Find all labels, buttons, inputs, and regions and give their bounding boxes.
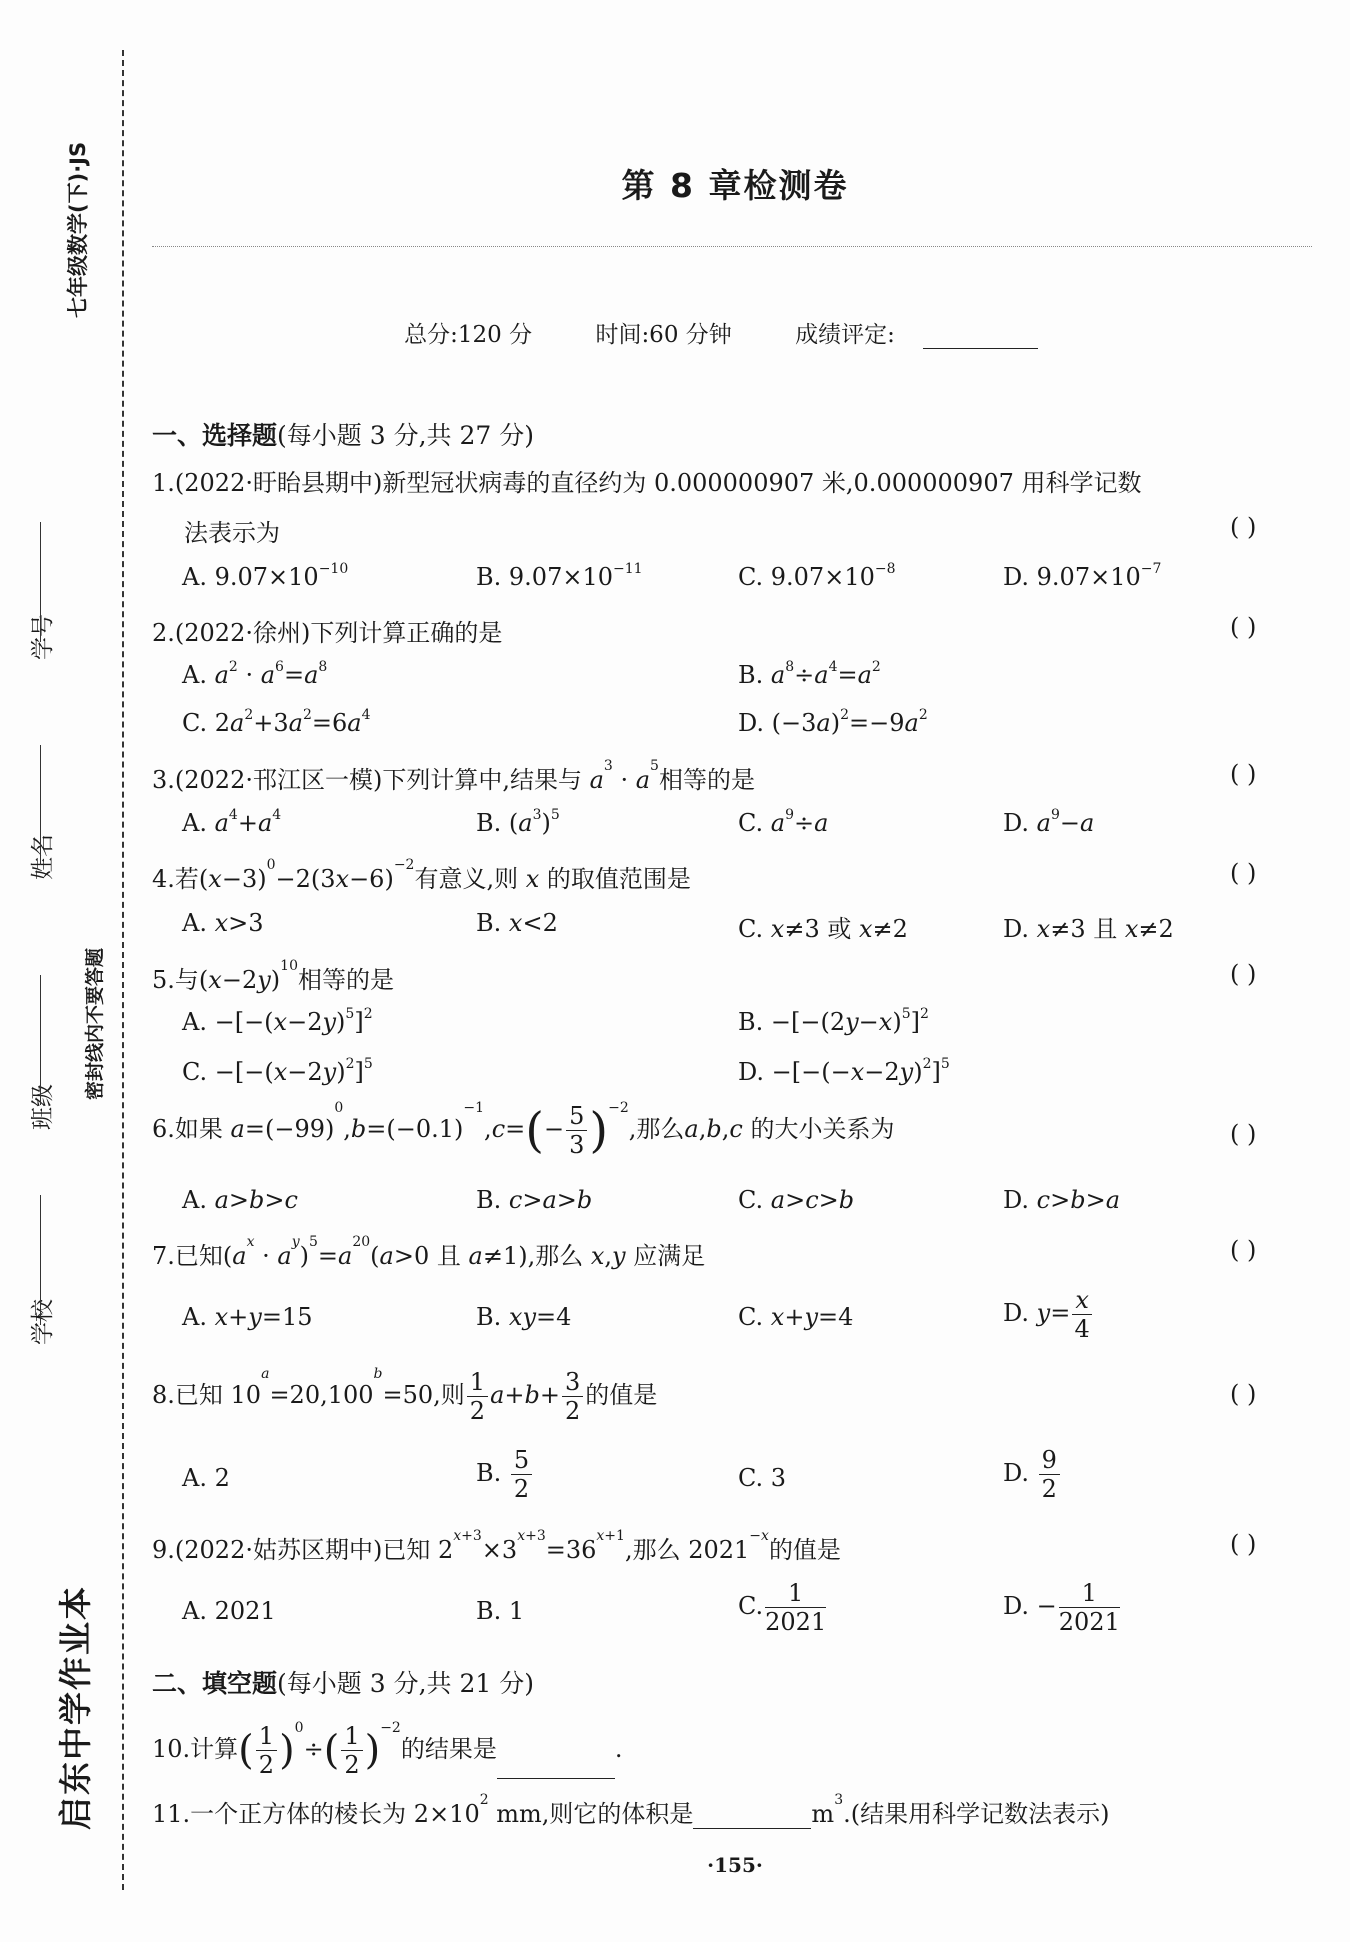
question-7-stem: 7.已知$(a^x \cdot a^y)^5=a^{20}(a>0$ 且 a≠1),那么 x,y 应满足 [152,1234,706,1270]
q3-option-d[interactable]: D. $a^9-a$ [1003,807,1095,837]
q1-option-c[interactable]: C. $9.07\times 10^{-8}$ [738,561,896,591]
q7-option-c[interactable]: C. x+y=4 [738,1303,854,1331]
question-1-stem-2: 法表示为 [184,519,280,547]
seal-notice: 密封线内不要答题 [84,947,106,1100]
question-4-stem: 4.若$(x-3)^0-2(3x-6)^{-2}$有意义,则 x 的取值范围是 [152,857,691,893]
q7-option-b[interactable]: B. xy=4 [476,1303,572,1331]
q3-option-a[interactable]: A. $a^4+a^4$ [182,807,282,837]
q6-option-c[interactable]: C. a>c>b [738,1186,855,1214]
answer-paren-8[interactable]: ( ) [1230,1380,1257,1408]
question-9-stem: 9.(2022·姑苏区期中)已知 $2^{x+3}\times 3^{x+3}=36^{x+1}$,那么 $2021^{-x}$的值是 [152,1528,841,1564]
class-field[interactable] [40,975,41,1105]
q6-option-d[interactable]: D. c>b>a [1003,1186,1121,1214]
q1-option-d[interactable]: D. $9.07\times 10^{-7}$ [1003,561,1162,591]
page-number: ·155· [707,1853,763,1877]
q4-option-c[interactable]: C. x≠3 或 x≠2 [738,915,908,943]
q6-option-b[interactable]: B. c>a>b [476,1186,593,1214]
grade-label: 成绩评定: [795,322,895,348]
book-label: 七年级数学(下)·JS [66,141,90,318]
q9-option-d[interactable]: D. − $\frac{1}{2021}$ [1003,1579,1120,1636]
answer-paren-4[interactable]: ( ) [1230,859,1257,887]
answer-paren-2[interactable]: ( ) [1230,613,1257,641]
answer-blank-10[interactable] [497,1756,615,1779]
q8-option-c[interactable]: C. 3 [738,1464,787,1492]
question-5-stem: 5.与$(x-2y)^{10}$相等的是 [152,958,394,994]
q9-option-a[interactable]: A. 2021 [182,1597,276,1625]
q3-option-b[interactable]: B. $(a^3)^5$ [476,807,560,837]
q2-option-a[interactable]: A. $a^2 \cdot a^6=a^8$ [182,659,328,689]
q8-option-b[interactable]: B. $\frac{5}{2}$ [476,1446,534,1503]
question-3-stem: 3.(2022·邗江区一模)下列计算中,结果与 $a^3 \cdot a^5$相等的是 [152,758,755,794]
q8-option-d[interactable]: D. $\frac{9}{2}$ [1003,1446,1062,1503]
question-10-stem: 10.计算( $\frac{1}{2}$ )$^0$÷( $\frac{1}{2}$ )$^{-2}$的结果是 . [152,1720,623,1779]
q6-option-a[interactable]: A. a>b>c [182,1186,298,1214]
q2-option-b[interactable]: B. $a^8\div a^4=a^2$ [738,659,881,689]
exam-time: 时间:60 分钟 [595,322,732,348]
q5-option-d[interactable]: D. $-[-(-x-2y)^2]^5$ [738,1056,950,1086]
total-score: 总分:120 分 [404,322,533,348]
question-6-stem: 6.如果 $a=(-99)^0,b=(-0.1)^{-1},c=(-$ $\frac{5}{3}$ )$^{-2}$,那么a,b,c 的大小关系为 [152,1100,895,1159]
exam-info [150,316,1320,349]
answer-blank-11[interactable] [693,1806,811,1829]
answer-paren-7[interactable]: ( ) [1230,1236,1257,1264]
question-8-stem: 8.已知 $10^a=20,100^b=50$,则 $\frac{1}{2}$ a+b+ $\frac{3}{2}$ 的值是 [152,1366,658,1425]
answer-paren-5[interactable]: ( ) [1230,960,1257,988]
student-number-field[interactable] [40,522,41,642]
q4-option-d[interactable]: D. x≠3 且 x≠2 [1003,915,1174,943]
q4-option-a[interactable]: A. x>3 [182,909,264,937]
section-fill: 二、填空题(每小题 3 分,共 21 分) [152,1669,534,1698]
q5-option-b[interactable]: B. $-[-(2y-x)^5]^2$ [738,1006,929,1036]
q1-option-a[interactable]: A. $9.07\times 10^{-10}$ [182,561,349,591]
exam-page [150,0,1320,1942]
grade-field[interactable] [923,326,1038,349]
school-field[interactable] [40,1195,41,1325]
section-choice: 一、选择题(每小题 3 分,共 27 分) [152,421,534,450]
q9-option-b[interactable]: B. 1 [476,1597,525,1625]
answer-paren-9[interactable]: ( ) [1230,1530,1257,1558]
q7-option-a[interactable]: A. x+y=15 [182,1303,313,1331]
q2-option-d[interactable]: D. $(-3a)^2=-9a^2$ [738,707,928,737]
q3-option-c[interactable]: C. $a^9\div a$ [738,807,829,837]
question-1-stem: 1.(2022·盱眙县期中)新型冠状病毒的直径约为 0.000000907 米,0.000000907 用科学记数 [152,469,1142,497]
name-label: 姓名 [30,834,56,880]
answer-paren-3[interactable]: ( ) [1230,760,1257,788]
title-divider [152,246,1312,247]
q5-option-c[interactable]: C. $-[-(x-2y)^2]^5$ [182,1056,373,1086]
page-title: 第 8 章检测卷 [621,166,849,205]
brand-label: 启东中学作业本 [56,1585,95,1830]
q4-option-b[interactable]: B. x<2 [476,909,558,937]
answer-paren-6[interactable]: ( ) [1230,1120,1257,1148]
binding-margin [0,0,140,1942]
q9-option-c[interactable]: C. $\frac{1}{2021}$ [738,1579,827,1636]
name-field[interactable] [40,745,41,865]
question-11-stem: 11.一个正方体的棱长为 $2\times 10^2$ mm,则它的体积是 $m^3$.(结果用科学记数法表示) [152,1792,1110,1828]
q1-option-b[interactable]: B. $9.07\times 10^{-11}$ [476,561,643,591]
question-2-stem: 2.(2022·徐州)下列计算正确的是 [152,619,503,647]
student-number-label: 学号 [30,614,56,660]
q2-option-c[interactable]: C. $2a^2+3a^2=6a^4$ [182,707,371,737]
answer-paren-1[interactable]: ( ) [1230,513,1257,541]
class-label: 班级 [30,1084,56,1130]
q8-option-a[interactable]: A. 2 [182,1464,230,1492]
q7-option-d[interactable]: D. y= $\frac{x}{4}$ [1003,1286,1094,1343]
seal-dashed-line [122,50,124,1890]
q5-option-a[interactable]: A. $-[-(x-2y)^5]^2$ [182,1006,373,1036]
school-label: 学校 [30,1299,56,1345]
